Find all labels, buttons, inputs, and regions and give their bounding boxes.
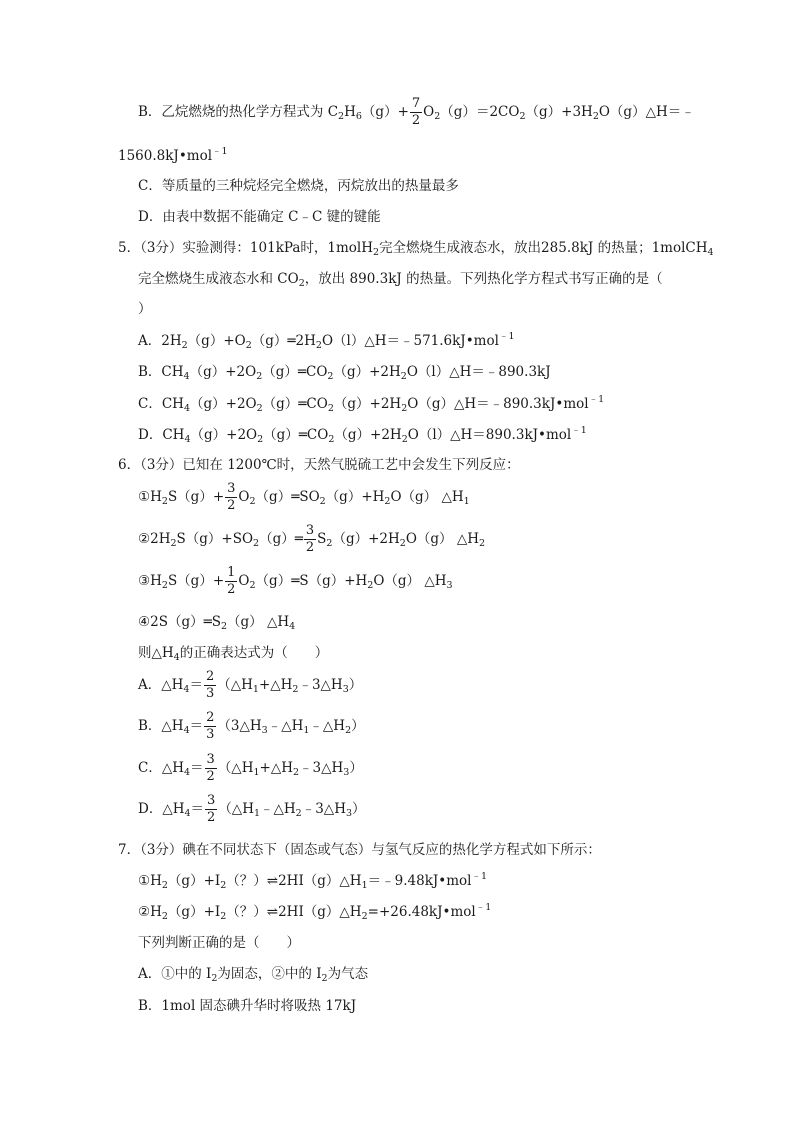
subscript: 2 bbox=[373, 247, 380, 258]
subscript: 2 bbox=[361, 911, 368, 922]
q7-question: 下列判断正确的是（ ） bbox=[138, 935, 300, 951]
subscript: 4 bbox=[184, 808, 191, 819]
fraction: $\frac{2}{3}$ bbox=[206, 710, 215, 742]
q4-option-b-line1: B．乙烷燃烧的热化学方程式为 $C_2H_6(g)+$ $\frac{7}{2}$ $O_2(g)=2CO_2(g)+3H_2O(g)\triangle H=﹣$ bbox=[138, 96, 695, 128]
subscript: 3 bbox=[345, 808, 353, 819]
subscript: 2 bbox=[326, 538, 333, 549]
subscript: 3 bbox=[261, 725, 268, 736]
subscript: 3 bbox=[343, 767, 350, 778]
subscript: 2 bbox=[245, 340, 252, 351]
subscript: 1 bbox=[463, 496, 470, 507]
subscript: 2 bbox=[211, 973, 218, 984]
q7-stem: 7．（3分）碘在不同状态下（固态或气态）与氢气反应的热化学方程式如下所示： bbox=[118, 842, 601, 858]
subscript: 2 bbox=[401, 403, 408, 414]
q5-stem-line3: ） bbox=[138, 301, 152, 317]
subscript: 1 bbox=[303, 725, 310, 736]
fraction: $\frac{3}{2}$ bbox=[206, 752, 215, 784]
q5-stem-line1: 5．（3分）实验测得：101kPa时，1molH$_2$完全燃烧生成液态水，放出285.8kJ 的热量；1molCH$_4$ bbox=[118, 240, 714, 258]
subscript: 2 bbox=[328, 434, 335, 445]
q6-option-d: D．$\triangle H_4=$ $\frac{3}{2}$ $(\triangle H_1﹣\triangle H_2﹣3\triangle H_3)$ bbox=[138, 793, 366, 825]
subscript: 2 bbox=[338, 111, 345, 122]
q4-option-d: D．由表中数据不能确定 C﹣C 键的键能 bbox=[138, 209, 381, 225]
q7-option-b: B．1mol 固态碘升华时将吸热 17kJ bbox=[138, 998, 357, 1014]
subscript: 4 bbox=[183, 403, 190, 414]
q6-reaction-4: $④2S(g)═S_2(g)$ $\triangle H_4$ bbox=[138, 614, 296, 632]
subscript: 2 bbox=[367, 580, 374, 591]
fraction: $\frac{1}{2}$ bbox=[227, 565, 236, 597]
subscript: 2 bbox=[292, 767, 300, 778]
q6-option-c: C．$\triangle H_4=$ $\frac{3}{2}$ $(\triangle H_1+\triangle H_2﹣3\triangle H_3)$ bbox=[138, 752, 363, 784]
superscript: ﹣1 bbox=[498, 331, 515, 342]
subscript: 1 bbox=[252, 684, 259, 695]
subscript: 2 bbox=[319, 496, 326, 507]
subscript: 1 bbox=[253, 808, 261, 819]
subscript: 2 bbox=[327, 371, 334, 382]
subscript: 2 bbox=[257, 434, 264, 445]
superscript: ﹣1 bbox=[212, 146, 228, 157]
q7-reaction-1: $①H_2(g)+I_2$（？）$\rightleftharpoons 2HI(g)\triangle H_1=﹣9.48kJ•mol^{﹣1}$ bbox=[138, 871, 488, 891]
subscript: 2 bbox=[220, 880, 227, 891]
fraction: $\frac{3}{2}$ bbox=[207, 793, 216, 825]
subscript: 2 bbox=[384, 496, 391, 507]
subscript: 1 bbox=[361, 880, 368, 891]
q7-reaction-2: $②H_2(g)+I_2$（？）$\rightleftharpoons 2HI(g)\triangle H_2=+26.48kJ•mol^{﹣1}$ bbox=[138, 902, 492, 922]
q5-option-a: A．$2H_2(g)+O_2(g)═2H_2O(l)\triangle H=﹣571.6kJ•mol^{﹣1}$ bbox=[138, 331, 515, 351]
q5-option-b: B．$CH_4(g)+2O_2(g)═CO_2(g)+2H_2O(l)\triangle H=﹣890.3kJ$ bbox=[138, 364, 551, 382]
q6-stem: 6．（3分）已知在 1200℃时，天然气脱硫工艺中会发生下列反应： bbox=[118, 457, 520, 473]
subscript: 2 bbox=[256, 371, 263, 382]
subscript: 4 bbox=[183, 684, 190, 695]
subscript: 2 bbox=[170, 538, 177, 549]
subscript: 2 bbox=[161, 880, 168, 891]
subscript: 2 bbox=[399, 538, 406, 549]
fraction: $\frac{7}{2}$ bbox=[411, 96, 421, 128]
superscript: ﹣1 bbox=[571, 425, 587, 436]
subscript: 2 bbox=[220, 621, 228, 632]
subscript: 3 bbox=[342, 684, 349, 695]
subscript: 2 bbox=[321, 973, 328, 984]
subscript: 2 bbox=[592, 111, 599, 122]
q6-option-a: A．$\triangle H_4=$ $\frac{2}{3}$ $(\triangle H_1+\triangle H_2﹣3\triangle H_3)$ bbox=[138, 669, 363, 701]
subscript: 2 bbox=[400, 371, 407, 382]
subscript: 2 bbox=[161, 580, 168, 591]
subscript: 2 bbox=[161, 911, 168, 922]
q6-reaction-2: $②2H_2S(g)+SO_2(g)═$ $\frac{3}{2}$ $S_2(g)+2H_2O(g)$ $\triangle H_2$ bbox=[138, 523, 486, 555]
subscript: 4 bbox=[183, 725, 190, 736]
q4-option-c: C．等质量的三种烷烃完全燃烧，丙烷放出的热量最多 bbox=[138, 178, 459, 194]
subscript: 2 bbox=[181, 340, 188, 351]
q6-reaction-1: $①H_2S(g)+$ $\frac{3}{2}$ $O_2(g)═SO_2(g)+H_2O(g)$ $\triangle H_1$ bbox=[138, 481, 470, 513]
q5-option-d: D．$CH_4(g)+2O_2(g)═CO_2(g)+2H_2O(l)\triangle H=890.3kJ•mol^{﹣1}$ bbox=[138, 425, 587, 445]
q7-option-a: A．①中的 $I_2$为固态，②中的 $I_2$为气态 bbox=[138, 966, 369, 984]
fraction: $\frac{3}{2}$ bbox=[227, 481, 236, 513]
subscript: 2 bbox=[256, 403, 263, 414]
subscript: 2 bbox=[298, 278, 305, 289]
q6-reaction-3: $③H_2S(g)+$ $\frac{1}{2}$ $O_2(g)═S(g)+H_2O(g)$ $\triangle H_3$ bbox=[138, 565, 453, 597]
subscript: 2 bbox=[478, 538, 486, 549]
subscript: 4 bbox=[183, 767, 191, 778]
fraction: $\frac{2}{3}$ bbox=[205, 669, 215, 701]
subscript: 4 bbox=[183, 371, 190, 382]
subscript: 2 bbox=[295, 808, 302, 819]
subscript: 2 bbox=[315, 340, 322, 351]
subscript: 6 bbox=[355, 111, 362, 122]
subscript: 3 bbox=[446, 580, 453, 591]
subscript: 4 bbox=[289, 621, 296, 632]
subscript: 2 bbox=[249, 496, 256, 507]
subscript: 2 bbox=[434, 111, 441, 122]
subscript: 2 bbox=[253, 538, 260, 549]
superscript: ﹣1 bbox=[475, 902, 492, 913]
superscript: ﹣1 bbox=[471, 871, 488, 882]
subscript: 2 bbox=[327, 403, 334, 414]
subscript: 2 bbox=[292, 684, 299, 695]
subscript: 2 bbox=[345, 725, 352, 736]
subscript: 1 bbox=[253, 767, 260, 778]
subscript: 2 bbox=[249, 580, 256, 591]
subscript: 4 bbox=[173, 652, 180, 663]
subscript: 2 bbox=[519, 111, 526, 122]
subscript: 2 bbox=[401, 434, 408, 445]
subscript: 4 bbox=[707, 247, 714, 258]
q5-stem-line2: 完全燃烧生成液态水和 $CO_2$，放出 890.3kJ 的热量。下列热化学方程式书写正确的是（ bbox=[138, 271, 663, 289]
fraction: $\frac{3}{2}$ bbox=[305, 523, 315, 555]
subscript: 2 bbox=[220, 911, 227, 922]
subscript: 2 bbox=[161, 496, 168, 507]
q4-option-b-line2: 1560.8kJ•mol$^{﹣1}$ bbox=[118, 146, 228, 164]
superscript: ﹣1 bbox=[588, 394, 605, 405]
subscript: 4 bbox=[184, 434, 191, 445]
q6-option-b: B．$\triangle H_4=$ $\frac{2}{3}$ $(3\triangle H_3﹣\triangle H_1﹣\triangle H_2)$ bbox=[138, 710, 365, 742]
q6-question: 则$\triangle H_4$的正确表达式为（ ） bbox=[138, 645, 329, 663]
q5-option-c: C．$CH_4(g)+2O_2(g)═CO_2(g)+2H_2O(g)\triangle H=﹣890.3kJ•mol^{﹣1}$ bbox=[138, 394, 605, 414]
